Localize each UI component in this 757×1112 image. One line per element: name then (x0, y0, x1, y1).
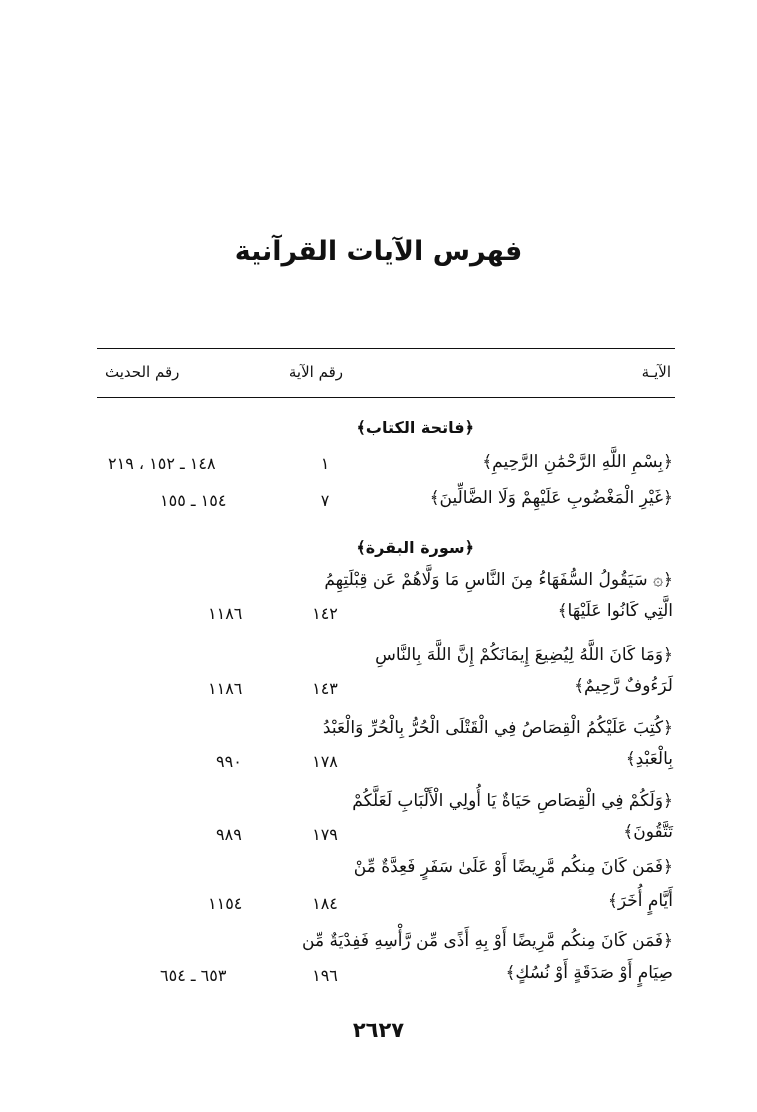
hadith-number: ١١٨٦ (208, 604, 243, 623)
ayah-number: ١٨٤ (312, 894, 338, 913)
header-ayah-number: رقم الآية (288, 363, 343, 381)
ayah-text: ﴿وَمَا كَانَ اللَّهُ لِيُضِيعَ إِيمَانَكُمْ إِنَّ اللَّهَ بِالنَّاسِ (375, 645, 673, 665)
ayah-text: ﴿كُتِبَ عَلَيْكُمُ الْقِصَاصُ فِي الْقَتْلَى الْحُرُّ بِالْحُرِّ وَالْعَبْدُ (322, 718, 673, 738)
ayah-number: ١٧٨ (312, 752, 338, 771)
ayah-text: أَيَّامٍ أُخَرَ﴾ (607, 891, 673, 911)
ayah-text: ﴿غَيْرِ الْمَغْضُوبِ عَلَيْهِمْ وَلَا الضَّالِّينَ﴾ (429, 488, 673, 508)
table-header (97, 348, 675, 398)
header-ayah: الآيـة (641, 363, 671, 381)
ayah-text: بِالْعَبْدِ﴾ (625, 749, 673, 769)
ayah-text: ﴿فَمَن كَانَ مِنكُم مَّرِيضًا أَوْ عَلَىٰ سَفَرٍ فَعِدَّةٌ مِّنْ (353, 857, 673, 877)
hadith-number: ١٥٤ ـ ١٥٥ (160, 491, 227, 510)
ayah-number: ١٤٢ (312, 604, 338, 623)
hadith-number: ٩٨٩ (216, 825, 242, 844)
hadith-number: ١٤٨ ـ ١٥٢ ، ٢١٩ (108, 454, 216, 473)
section-heading-baqarah: ﴿سورة البقرة﴾ (356, 538, 474, 557)
ayah-text: صِيَامٍ أَوْ صَدَقَةٍ أَوْ نُسُكٍ﴾ (505, 963, 673, 983)
hadith-number: ٩٩٠ (216, 752, 242, 771)
section-heading-fatiha: ﴿فاتحة الكتاب﴾ (356, 418, 474, 437)
hadith-number: ٦٥٣ ـ ٦٥٤ (160, 966, 227, 985)
ayah-text: ﴿۞ سَيَقُولُ السُّفَهَاءُ مِنَ النَّاسِ مَا وَلَّاهُمْ عَن قِبْلَتِهِمُ (324, 570, 673, 590)
ayah-text: ﴿وَلَكُمْ فِي الْقِصَاصِ حَيَاةٌ يَا أُولِي الْأَلْبَابِ لَعَلَّكُمْ (352, 791, 673, 811)
ayah-text: ﴿فَمَن كَانَ مِنكُم مَّرِيضًا أَوْ بِهِ أَذًى مِّن رَّأْسِهِ فَفِدْيَةٌ مِّن (302, 931, 673, 951)
ayah-number: ١٧٩ (312, 825, 338, 844)
ayah-number: ١٤٣ (312, 679, 338, 698)
ayah-text: الَّتِي كَانُوا عَلَيْهَا﴾ (557, 601, 673, 621)
ayah-number: ١٩٦ (312, 966, 338, 985)
ayah-number: ١ (320, 454, 330, 473)
ayah-text: لَرَءُوفٌ رَّحِيمٌ﴾ (574, 676, 673, 696)
ayah-number: ٧ (320, 491, 330, 510)
hadith-number: ١١٥٤ (208, 894, 243, 913)
page-title: فهرس الآيات القرآنية (234, 236, 523, 267)
ayah-text: تَتَّقُونَ﴾ (623, 822, 673, 842)
hadith-number: ١١٨٦ (208, 679, 243, 698)
header-hadith-number: رقم الحديث (105, 363, 180, 381)
ayah-text: ﴿بِسْمِ اللَّهِ الرَّحْمَٰنِ الرَّحِيمِ﴾ (482, 452, 673, 472)
page-number: ٢٦٢٧ (352, 1018, 405, 1042)
